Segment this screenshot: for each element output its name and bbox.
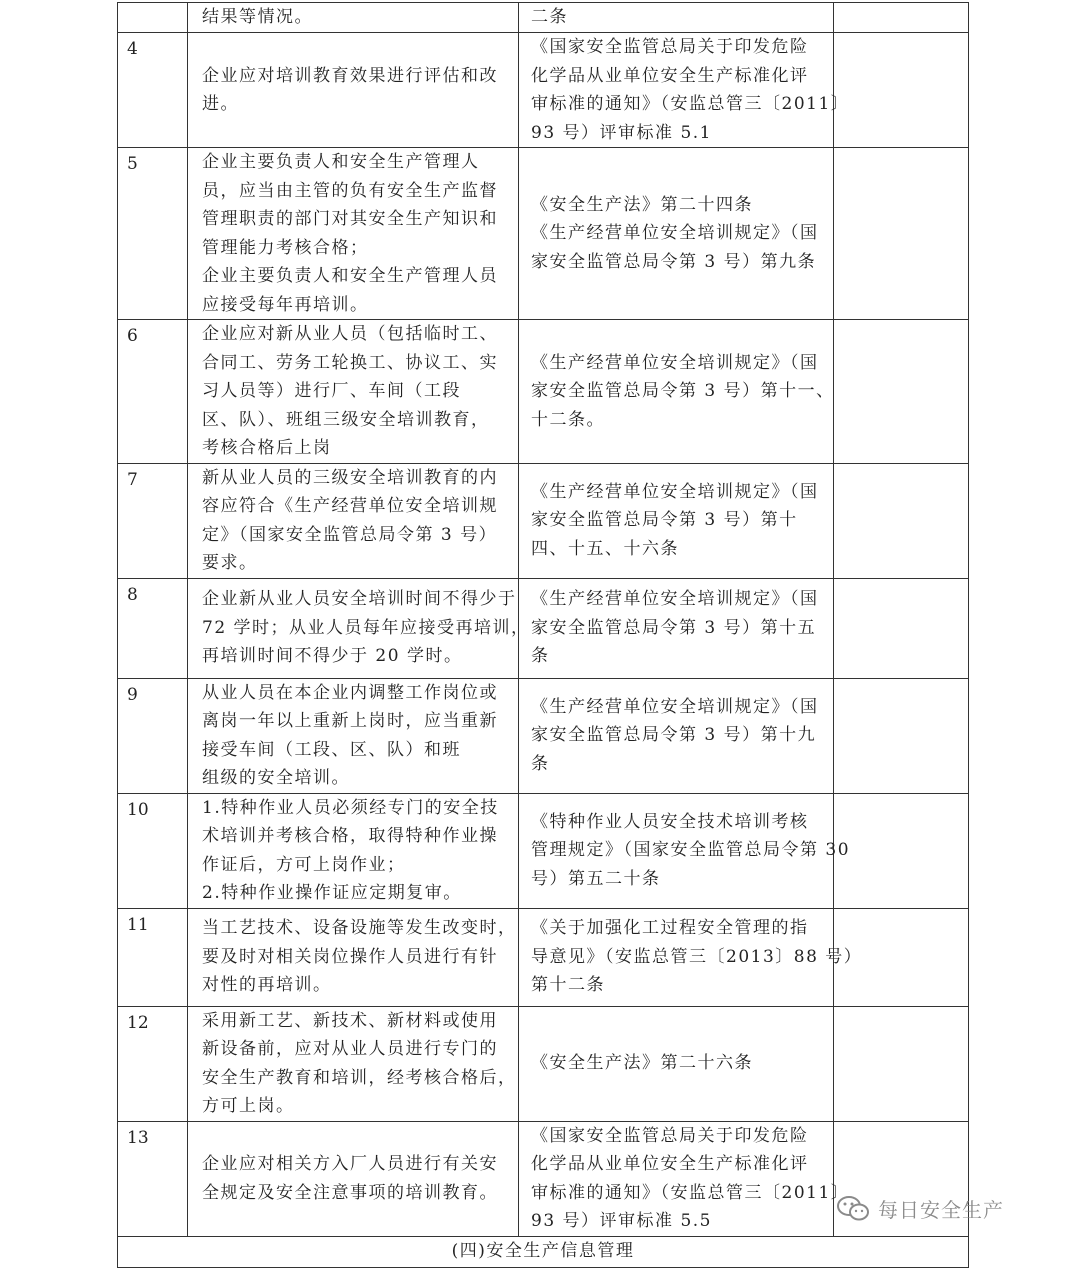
basis-line: 家安全监管总局令第 3 号）第十一、 — [531, 381, 835, 401]
basis-line: 导意见》（安监总管三〔2013〕88 号） — [531, 946, 863, 967]
basis-line: 号）第五二十条 — [531, 868, 661, 889]
requirement-line: 新设备前，应对从业人员进行专门的 — [202, 1039, 498, 1059]
basis-cell — [519, 33, 850, 148]
basis-line: 《生产经营单位安全培训规定》（国 — [531, 589, 819, 610]
row-number: 9 — [118, 678, 188, 793]
requirement-line: 员，应当由主管的负有安全生产监督 — [202, 180, 498, 201]
row-number: 11 — [118, 908, 188, 1006]
requirement-line: 管理能力考核合格； — [202, 237, 369, 258]
basis-cell — [519, 793, 851, 908]
basis-line: 条 — [531, 753, 550, 774]
blank-cell — [834, 148, 969, 320]
requirement-line: 方可上岗。 — [202, 1096, 295, 1116]
blank-cell — [834, 463, 969, 578]
watermark — [836, 1194, 1004, 1223]
basis-line: 条 — [531, 646, 550, 667]
basis-line: 《国家安全监管总局关于印发危险 — [531, 37, 809, 57]
requirement-line: 对性的再培训。 — [202, 975, 332, 996]
table-row — [118, 1006, 969, 1121]
requirement-cell — [188, 1121, 519, 1236]
blank-cell — [834, 3, 969, 33]
basis-line: 《生产经营单位安全培训规定》（国 — [531, 352, 819, 373]
table-row — [118, 908, 969, 1006]
basis-line: 《关于加强化工过程安全管理的指 — [531, 918, 809, 939]
requirement-line: 从业人员在本企业内调整工作岗位或 — [202, 682, 498, 703]
requirement-line: 新从业人员的三级安全培训教育的内 — [202, 467, 498, 488]
requirement-cell — [188, 148, 519, 320]
basis-cell — [519, 463, 834, 578]
section-row — [118, 1236, 969, 1267]
requirement-cell — [188, 3, 519, 33]
blank-cell — [834, 578, 969, 678]
requirement-line: 接受车间（工段、区、队）和班 — [202, 739, 461, 760]
basis-line: 《国家安全监管总局关于印发危险 — [531, 1125, 809, 1146]
requirement-line: 组级的安全培训。 — [202, 768, 350, 788]
row-number: 12 — [118, 1006, 188, 1121]
basis-line: 《生产经营单位安全培训规定》（国 — [531, 481, 819, 502]
requirement-cell — [188, 320, 519, 464]
requirement-line: 企业主要负责人和安全生产管理人 — [202, 152, 480, 172]
requirement-line: 离岗一年以上重新上岗时，应当重新 — [202, 711, 498, 731]
basis-line: 家安全监管总局令第 3 号）第十九 — [531, 725, 817, 746]
requirement-line: 容应符合《生产经营单位安全培训规 — [202, 496, 498, 516]
requirement-line: 定》（国家安全监管总局令第 3 号） — [202, 524, 498, 545]
basis-line: 《安全生产法》第二十六条 — [531, 1053, 753, 1074]
requirement-cell — [188, 1006, 519, 1121]
basis-line: 家安全监管总局令第 3 号）第十五 — [531, 617, 817, 638]
requirement-line: 企业新从业人员安全培训时间不得少于 — [202, 589, 517, 610]
basis-cell — [519, 678, 834, 793]
regulation-table — [117, 2, 969, 1268]
requirement-cell — [188, 793, 519, 908]
basis-line: 93 号）评审标准 5.5 — [531, 1211, 712, 1231]
basis-line: 管理规定》（国家安全监管总局令第 30 — [531, 840, 851, 861]
basis-line: 审标准的通知》（安监总管三〔2011〕 — [531, 1182, 850, 1203]
table-row — [118, 678, 969, 793]
requirement-line: 区、队）、班组三级安全培训教育， — [202, 409, 490, 430]
requirement-line: 应接受每年再培训。 — [202, 294, 369, 315]
table-row — [118, 148, 969, 320]
basis-line: 93 号）评审标准 5.1 — [531, 122, 712, 143]
blank-cell — [834, 678, 969, 793]
requirement-line: 企业主要负责人和安全生产管理人员 — [202, 266, 498, 286]
basis-cell — [519, 3, 834, 33]
basis-cell — [519, 1121, 850, 1236]
table-row — [118, 33, 969, 148]
table-row — [118, 320, 969, 464]
requirement-line: 企业应对培训教育效果进行评估和改 — [202, 65, 498, 86]
basis-line: 家安全监管总局令第 3 号）第十 — [531, 510, 798, 531]
basis-line: 化学品从业单位安全生产标准化评 — [531, 65, 809, 86]
requirement-line: 再培训时间不得少于 20 学时。 — [202, 646, 463, 667]
row-number: 10 — [118, 793, 188, 908]
requirement-line: 72 学时；从业人员每年应接受再培训， — [202, 617, 530, 638]
basis-cell — [519, 320, 834, 464]
requirement-line: 采用新工艺、新技术、新材料或使用 — [202, 1010, 498, 1031]
basis-line: 《安全生产法》第二十四条 — [531, 194, 753, 215]
basis-line: 《特种作业人员安全技术培训考核 — [531, 811, 809, 832]
requirement-line: 作证后，方可上岗作业； — [202, 854, 406, 875]
requirement-line: 要及时对相关岗位操作人员进行有针 — [202, 946, 498, 967]
row-number: 7 — [118, 463, 188, 578]
requirement-line: 全规定及安全注意事项的培训教育。 — [202, 1182, 498, 1203]
requirement-line: 2.特种作业操作证应定期复审。 — [202, 883, 462, 903]
table-body — [118, 3, 969, 1237]
row-number: 4 — [118, 33, 188, 148]
requirement-line: 要求。 — [202, 553, 258, 573]
basis-cell — [519, 578, 834, 678]
requirement-line: 管理职责的部门对其安全生产知识和 — [202, 209, 498, 229]
requirement-line: 当工艺技术、设备设施等发生改变时， — [202, 918, 517, 939]
requirement-line: 企业应对相关方入厂人员进行有关安 — [202, 1154, 498, 1174]
requirement-cell — [188, 578, 530, 678]
blank-cell — [834, 1006, 969, 1121]
basis-cell — [519, 148, 834, 320]
basis-cell — [519, 1006, 834, 1121]
table-row — [118, 3, 969, 33]
requirement-line: 进。 — [202, 94, 239, 114]
basis-cell — [519, 908, 863, 1006]
blank-cell — [834, 793, 969, 908]
requirement-line: 术培训并考核合格，取得特种作业操 — [202, 826, 498, 846]
requirement-line: 安全生产教育和培训，经考核合格后， — [202, 1067, 517, 1088]
requirement-line: 考核合格后上岗 — [202, 438, 332, 458]
requirement-line: 1.特种作业人员必须经专门的安全技 — [202, 797, 499, 818]
row-number: 8 — [118, 578, 188, 678]
basis-line: 家安全监管总局令第 3 号）第九条 — [531, 251, 817, 272]
requirement-cell — [188, 33, 519, 148]
requirement-line: 合同工、劳务工轮换工、协议工、实 — [202, 352, 498, 373]
blank-cell — [834, 33, 969, 148]
requirement-cell — [188, 463, 519, 578]
wechat-logo-icon — [836, 1195, 870, 1223]
basis-line: 化学品从业单位安全生产标准化评 — [531, 1154, 809, 1174]
basis-line: 二条 — [531, 7, 568, 28]
requirement-line: 习人员等）进行厂、车间（工段 — [202, 381, 461, 401]
row-number: 5 — [118, 148, 188, 320]
blank-cell — [834, 320, 969, 464]
table-row — [118, 463, 969, 578]
basis-line: 十二条。 — [531, 409, 605, 430]
basis-line: 《生产经营单位安全培训规定》（国 — [531, 696, 819, 717]
watermark-text: 每日安全生产 — [878, 1198, 1004, 1222]
requirement-cell — [188, 678, 519, 793]
requirement-line: 企业应对新从业人员（包括临时工、 — [202, 324, 498, 344]
row-number: 13 — [118, 1121, 188, 1236]
row-number: 6 — [118, 320, 188, 464]
basis-line: 审标准的通知》（安监总管三〔2011〕 — [531, 94, 850, 114]
requirement-line: 结果等情况。 — [202, 7, 313, 28]
basis-line: 《生产经营单位安全培训规定》（国 — [531, 223, 819, 244]
basis-line: 第十二条 — [531, 975, 605, 996]
table-row — [118, 793, 969, 908]
section-title: (四)安全生产信息管理 — [118, 1236, 969, 1267]
row-number — [118, 3, 188, 33]
basis-line: 四、十五、十六条 — [531, 538, 679, 559]
requirement-cell — [188, 908, 519, 1006]
table-row — [118, 578, 969, 678]
